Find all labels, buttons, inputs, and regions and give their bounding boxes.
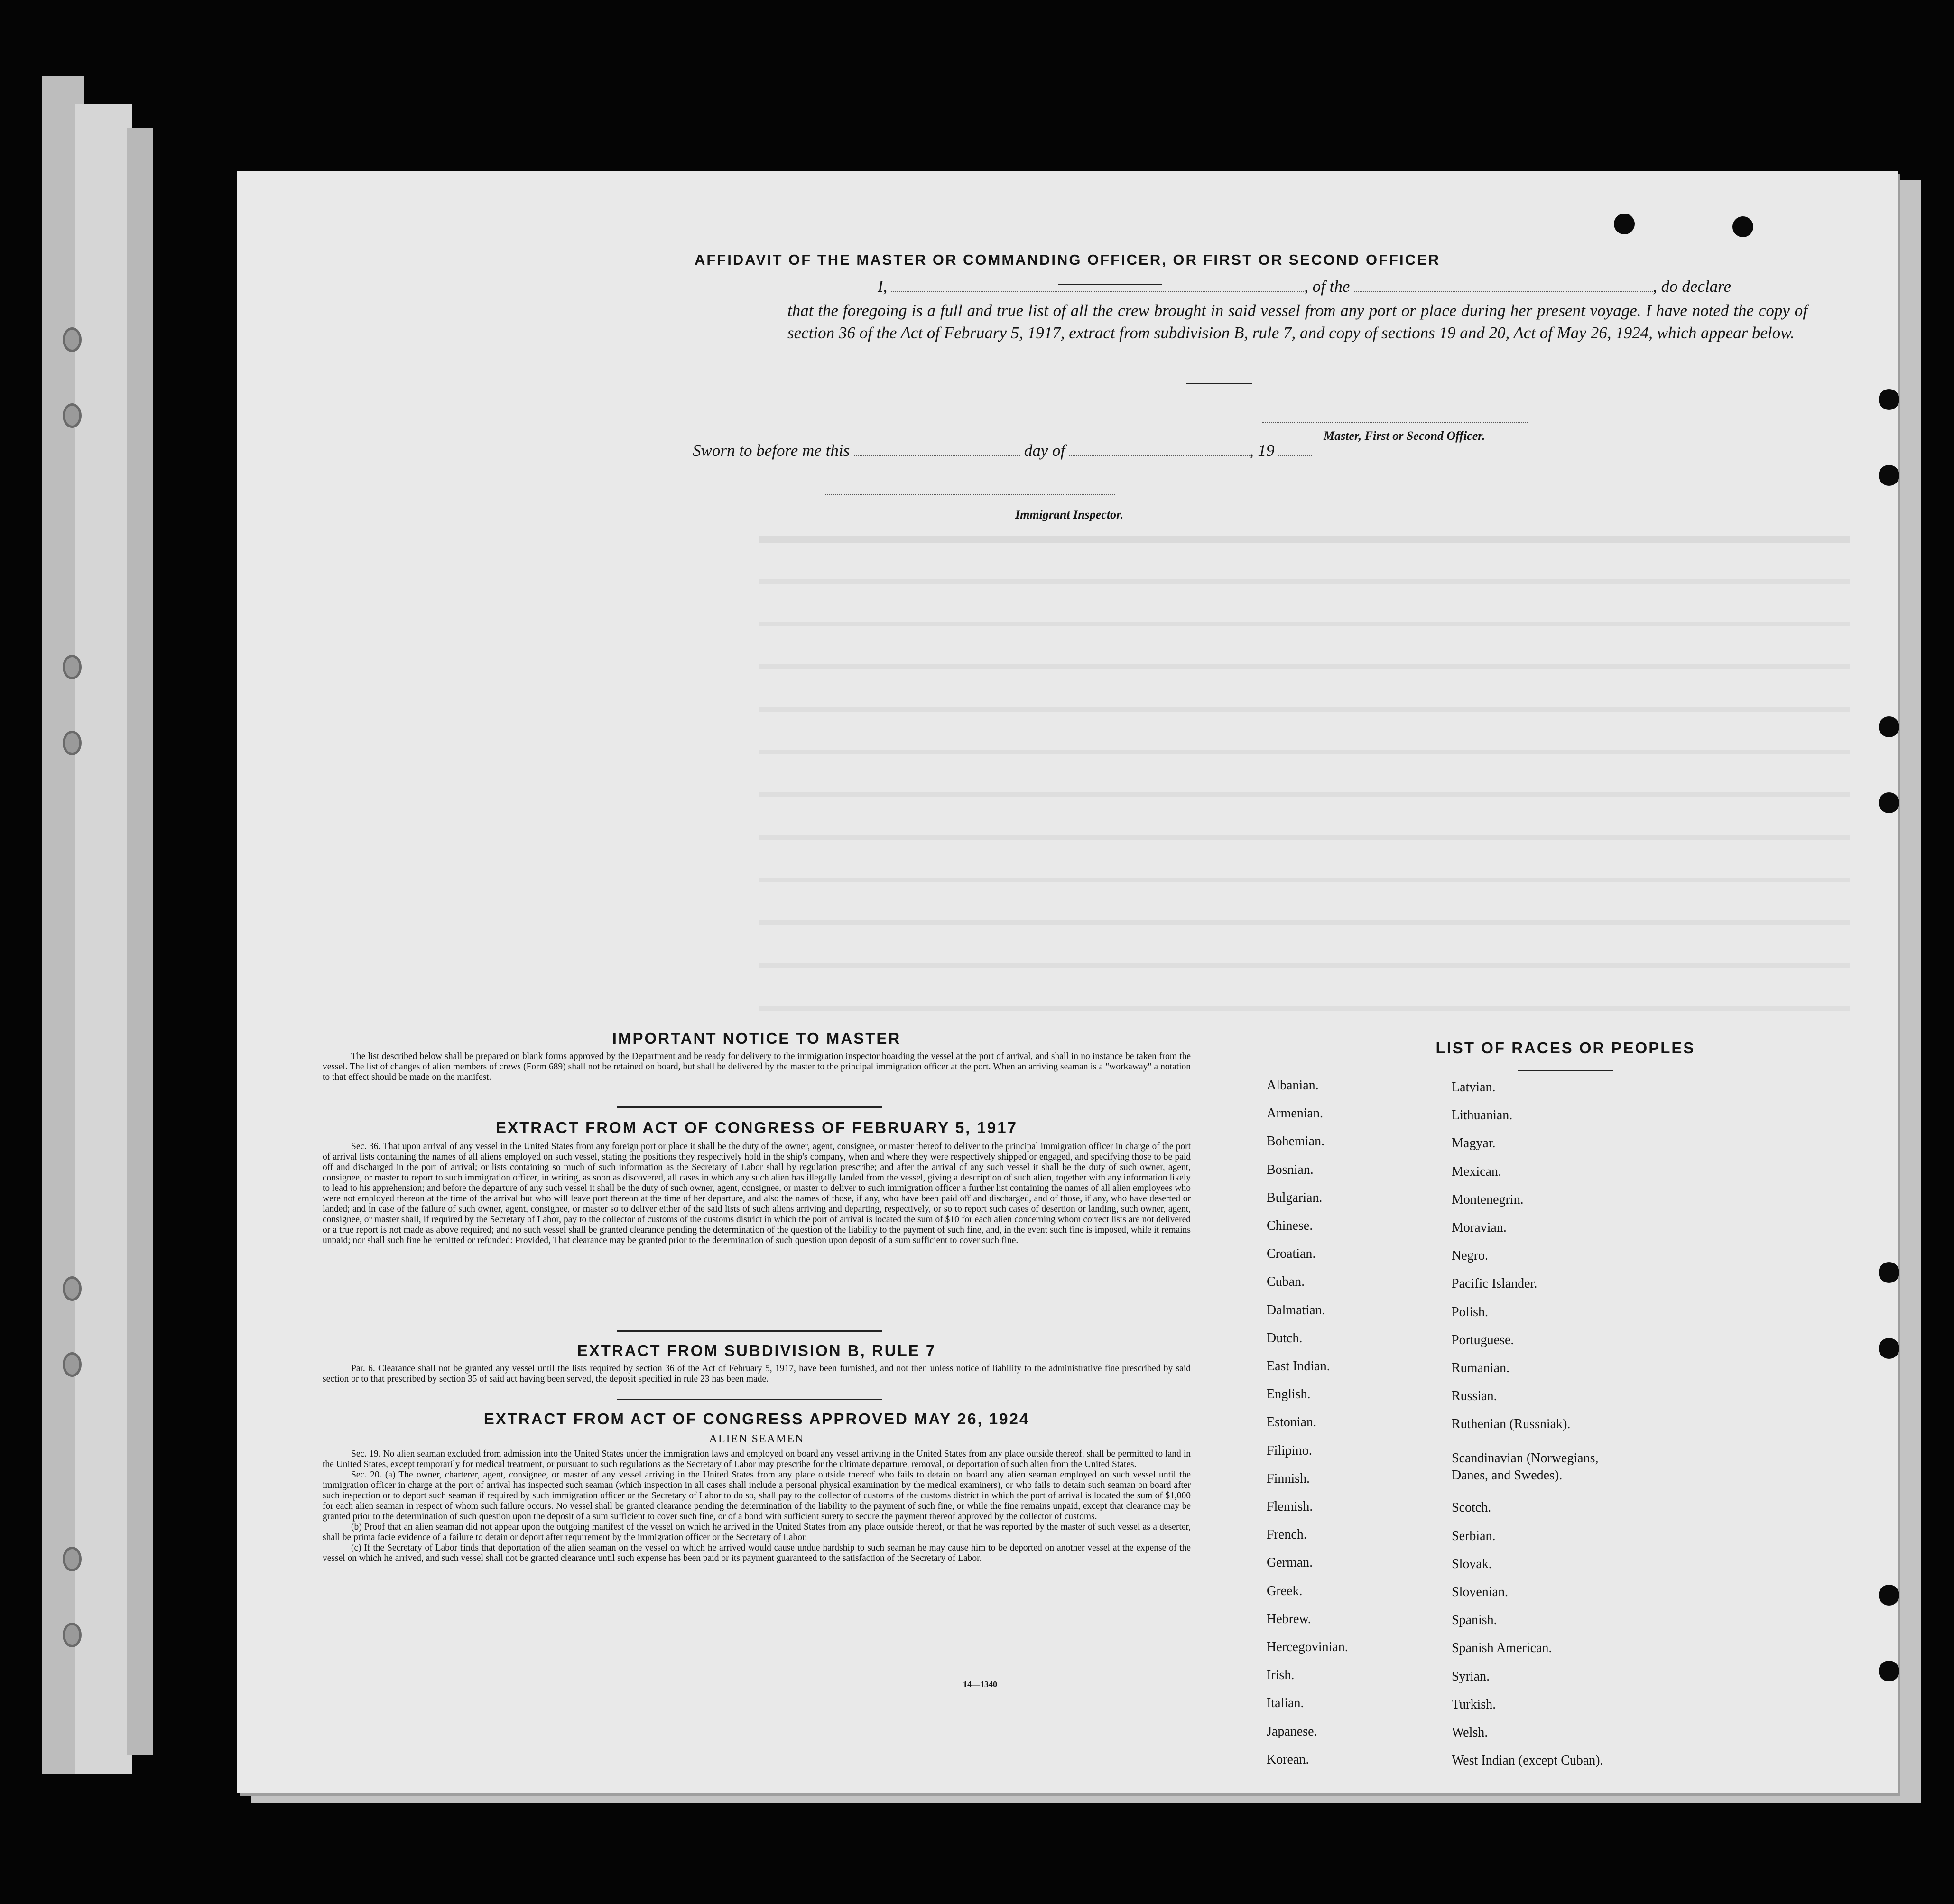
binder-hole	[63, 1352, 82, 1377]
sworn-line	[693, 441, 1312, 460]
race-item: Cuban.	[1267, 1274, 1305, 1290]
binder-hole	[63, 731, 82, 755]
extract-1917-title: EXTRACT FROM ACT OF CONGRESS OF FEBRUARY 5, 1917	[496, 1119, 1018, 1136]
declaration-line	[787, 275, 1807, 297]
sec20a-text: Sec. 20. (a) The owner, charterer, agent, consignee, or master of any vessel arriving in the United States from any place outside thereof who fails to detain on board any alien seaman employed on such vessel until the immigration officer in charge at the port of arrival has inspected such seaman (which inspection in all cases shall include a personal physical examination by the medical examiners), or who fails to detain such seaman on board after such inspection or to deport such seaman if required by such immigration officer or the Secretary of Labor to do so, shall pay to the collector of customs of the customs district in which the port of arrival is located the sum of $1,000 for each alien seaman in respect of whom such failure occurs. No vessel shall be granted clearance pending the determination of the liability to the payment of such fine, or while the fine remains unpaid, except that clearance may be granted prior to the determination of such question upon the deposit of a sum sufficient to cover such fine, or of a bond with sufficient surety to secure the payment thereof approved by the collector of customs.	[323, 1470, 1191, 1522]
section-rule	[617, 1399, 882, 1400]
sworn-text: Sworn to before me this	[693, 441, 850, 460]
race-item: East Indian.	[1267, 1359, 1330, 1374]
section-rule	[617, 1330, 882, 1332]
race-item: Turkish.	[1452, 1697, 1496, 1712]
punch-hole	[1732, 216, 1753, 237]
binder-strip	[75, 104, 132, 1774]
sec19-text: Sec. 19. No alien seaman excluded from admission into the United States under the immigration laws and employed on board any vessel arriving in the United States from any place outside thereof, shall be permitted to land in the United States, except temporarily for medical treatment, or pursuant to such regulations as the Secretary of Labor may prescribe for the ultimate departure, removal, or deportation of such alien from the United States.	[323, 1449, 1191, 1469]
race-item: Hebrew.	[1267, 1611, 1311, 1626]
punch-hole	[1879, 465, 1899, 486]
race-item: Irish.	[1267, 1668, 1295, 1683]
affidavit-title: AFFIDAVIT OF THE MASTER OR COMMANDING OFFICER, OR FIRST OR SECOND OFFICER	[694, 251, 1441, 268]
race-item: Magyar.	[1452, 1136, 1496, 1151]
race-item: Bosnian.	[1267, 1162, 1314, 1177]
sworn-month-blank[interactable]	[1069, 455, 1250, 456]
race-item: Scotch.	[1452, 1500, 1491, 1515]
sworn-day-blank[interactable]	[854, 455, 1020, 456]
race-item: Scandinavian (Norwegians,	[1452, 1451, 1599, 1466]
race-item: Ruthenian (Russniak).	[1452, 1417, 1571, 1432]
extract-1917-body	[323, 1142, 1191, 1246]
master-signature-line[interactable]	[1262, 422, 1528, 423]
punch-hole	[1614, 214, 1635, 234]
affidavit-text: that the foregoing is a full and true list of all the crew brought in said vessel from any port or place during her present voyage. I have noted the copy of section 36 of the Act of February 5, 1917, extract from subdivision B, rule 7, and copy of sections 19 and 20, Act of May 26, 1924, which appear below.	[787, 301, 1807, 342]
race-item: Finnish.	[1267, 1471, 1310, 1486]
race-item: Armenian.	[1267, 1106, 1323, 1121]
extract-1924-title: EXTRACT FROM ACT OF CONGRESS APPROVED MAY 26, 1924	[483, 1410, 1030, 1428]
day-of: day of	[1024, 441, 1065, 460]
punch-hole	[1879, 1661, 1899, 1681]
punch-hole	[1879, 1585, 1899, 1606]
notice-text: The list described below shall be prepared on blank forms approved by the Department and be ready for delivery to the immigration inspector boarding the vessel at the port of arrival, and shall in no instance be taken from the vessel. The list of changes of alien members of crews (Form 689) shall not be retained on board, but shall be delivered by the master to the principal immigration officer at the port. When an arriving seaman is a "workaway" a notation to that effect should be made on the manifest.	[323, 1051, 1191, 1082]
extract-1924-body	[323, 1449, 1191, 1564]
notice-title: IMPORTANT NOTICE TO MASTER	[612, 1030, 901, 1047]
name-blank[interactable]	[891, 291, 1304, 292]
race-item: Dutch.	[1267, 1330, 1303, 1346]
rule7-body	[323, 1364, 1191, 1384]
word-of-the: , of the	[1304, 277, 1350, 296]
race-item: English.	[1267, 1387, 1311, 1402]
affidavit-body	[787, 275, 1807, 344]
race-item: Korean.	[1267, 1752, 1309, 1767]
sec20b-text: (b) Proof that an alien seaman did not appear upon the outgoing manifest of the vessel on which he arrived in the United States from any place outside thereof, or that he was reported by the master of such vessel as a deserter, shall be prima facie evidence of a failure to detain or deport after requirement by the immigration officer or the Secretary of Labor.	[323, 1522, 1191, 1542]
race-item: French.	[1267, 1527, 1307, 1542]
races-title: LIST OF RACES OR PEOPLES	[1435, 1039, 1695, 1057]
race-item: Greek.	[1267, 1583, 1303, 1598]
binder-hole	[63, 1547, 82, 1571]
document-page	[237, 171, 1898, 1793]
race-item: Albanian.	[1267, 1078, 1319, 1093]
sworn-year-blank[interactable]	[1278, 455, 1312, 456]
race-item: Portuguese.	[1452, 1332, 1514, 1347]
race-item: Italian.	[1267, 1696, 1304, 1711]
race-item: Syrian.	[1452, 1669, 1490, 1684]
alien-seamen-subtitle: ALIEN SEAMEN	[709, 1433, 805, 1445]
binder-hole	[63, 1276, 82, 1301]
race-item: Flemish.	[1267, 1499, 1313, 1514]
race-item: Slovenian.	[1452, 1585, 1508, 1599]
inspector-label: Immigrant Inspector.	[1015, 508, 1124, 521]
punch-hole	[1879, 389, 1899, 410]
master-signature-label: Master, First or Second Officer.	[1324, 429, 1485, 443]
binder-hole	[63, 327, 82, 352]
rule7-title: EXTRACT FROM SUBDIVISION B, RULE 7	[577, 1342, 936, 1359]
word-do-declare: , do declare	[1653, 277, 1732, 296]
race-item: Slovak.	[1452, 1556, 1492, 1571]
race-item: Pacific Islander.	[1452, 1276, 1537, 1291]
race-item: Croatian.	[1267, 1246, 1316, 1262]
race-item: Danes, and Swedes).	[1452, 1468, 1563, 1483]
vessel-blank[interactable]	[1354, 291, 1653, 292]
binder-hole	[63, 403, 82, 428]
form-number: 14—1340	[963, 1680, 997, 1689]
punch-hole	[1879, 1338, 1899, 1359]
race-item: Filipino.	[1267, 1443, 1312, 1458]
race-item: Rumanian.	[1452, 1361, 1510, 1375]
race-item: Spanish.	[1452, 1613, 1497, 1628]
race-item: Latvian.	[1452, 1080, 1496, 1095]
body-end-rule	[1186, 383, 1252, 384]
rule7-text: Par. 6. Clearance shall not be granted any vessel until the lists required by section 36 of the Act of February 5, 1917, have been furnished, and not then unless notice of liability to the administrative fine prescribed by said section or to that prescribed by section 35 of said act having been served, the deposit specified in rule 23 has been made.	[323, 1364, 1191, 1384]
races-title-rule	[1518, 1070, 1613, 1071]
race-item: Hercegovinian.	[1267, 1640, 1348, 1654]
race-item: Welsh.	[1452, 1725, 1488, 1740]
punch-hole	[1879, 792, 1899, 813]
race-item: Bohemian.	[1267, 1134, 1325, 1149]
punch-hole	[1879, 716, 1899, 737]
sec20c-text: (c) If the Secretary of Labor finds that deportation of the alien seaman on the vessel on which he arrived would cause undue hardship to such seaman he may cause him to be deported on another vessel at the expense of the vessel on which he arrived, and such vessel shall not be granted clearance until such expense has been paid or its payment guaranteed to the satisfaction of the Secretary of Labor.	[323, 1543, 1191, 1563]
race-item: Montenegrin.	[1452, 1192, 1524, 1207]
race-item: West Indian (except Cuban).	[1452, 1753, 1603, 1768]
race-item: Mexican.	[1452, 1164, 1501, 1179]
inspector-signature-line[interactable]	[825, 494, 1115, 495]
extract-1917-text: Sec. 36. That upon arrival of any vessel in the United States from any foreign port or place it shall be the duty of the owner, agent, consignee, or master thereof to deliver to the principal immigration officer in charge of the port of arrival lists containing the names of all aliens employed on such vessel, stating the positions they respectively hold in the ship's company, when and where they were respectively shipped or engaged, and specifying those to be paid off and discharged in the port of arrival; or lists containing so much of such information as the Secretary of Labor shall by regulation prescribe; and after the arrival of any such vessel it shall be the duty of such owner, agent, consignee, or master to report to such immigration officer, in writing, as soon as discovered, all cases in which any such alien has illegally landed from the vessel, giving a description of such alien, together with any information likely to lead to his apprehension; and before the departure of any such vessel it shall be the duty of such owner, agent, consignee, or master to deliver to such immigration officer a further list containing the names of all alien employees who were not employed thereon at the time of the arrival but who will leave port thereon at the time of her departure, and also the names of those, if any, who have been paid off and discharged, and of those, if any, who have deserted or landed; and in case of the failure of such owner, agent, consignee, or master so to deliver either of the said lists of such aliens arriving and departing, respectively, or so to report such cases of desertion or landing, such owner, agent, consignee, or master shall, if required by the Secretary of Labor, pay to the collector of customs of the customs district in which the port of arrival is located the sum of $10 for each alien concerning whom correct lists are not delivered or a true report is not made as above required; and no such vessel shall be granted clearance pending the determination of the question of the liability to the payment of such fine, and, in the event such fine is imposed, while it remains unpaid; nor shall such fine be remitted or refunded: Provided, That clearance may be granted prior to the determination of such question upon deposit of a sum sufficient to cover such fine.	[323, 1142, 1191, 1245]
binder-strip	[127, 128, 153, 1755]
race-item: Chinese.	[1267, 1218, 1313, 1233]
race-item: Spanish American.	[1452, 1641, 1552, 1656]
notice-body	[323, 1051, 1191, 1083]
binder-hole	[63, 1623, 82, 1647]
race-item: German.	[1267, 1555, 1313, 1570]
race-item: Russian.	[1452, 1389, 1497, 1404]
race-item: Estonian.	[1267, 1415, 1316, 1430]
race-item: Dalmatian.	[1267, 1302, 1325, 1318]
section-rule	[617, 1106, 882, 1108]
word-i: I,	[878, 277, 888, 296]
binder-hole	[63, 655, 82, 679]
race-item: Japanese.	[1267, 1724, 1317, 1739]
race-item: Bulgarian.	[1267, 1190, 1323, 1205]
race-item: Moravian.	[1452, 1220, 1507, 1235]
binder-spine	[42, 76, 160, 1774]
race-item: Lithuanian.	[1452, 1108, 1513, 1123]
race-item: Negro.	[1452, 1248, 1488, 1263]
race-item: Serbian.	[1452, 1528, 1496, 1543]
punch-hole	[1879, 1262, 1899, 1283]
year-prefix: , 19	[1249, 441, 1275, 460]
race-item: Polish.	[1452, 1304, 1489, 1319]
